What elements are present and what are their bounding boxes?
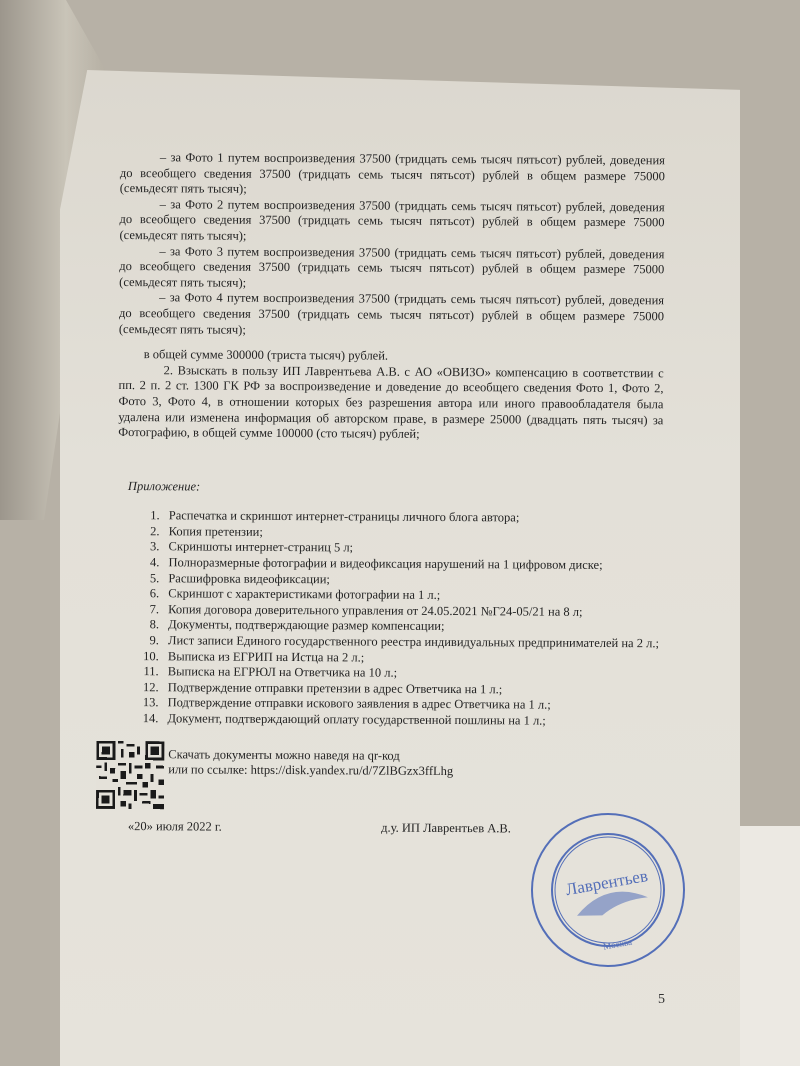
list-item: 5. Расшифровка видеофиксации; [162, 571, 662, 590]
list-item: 11. Выписка на ЕГРЮЛ на Ответчика на 10 л.; [162, 664, 662, 683]
page-number: 5 [658, 992, 665, 1007]
qr-code-icon[interactable] [96, 740, 164, 808]
stamp-name: Лаврентьев [564, 866, 650, 900]
list-item: 14. Документ, подтверждающий оплату государственной пошлины на 1 л.; [161, 711, 661, 730]
document-date: «20» июля 2022 г. [127, 818, 222, 834]
claim-photo-4: – за Фото 4 путем воспроизведения 37500 (тридцать семь тысяч пятьсот) рублей, доведения до всеобщего сведения 37500 (тридцать семь тысяч пятьсот) рублей в общем размере 75000 (семьдесят пять тысяч); [118, 290, 665, 337]
seal-stamp [515, 797, 700, 982]
claim-2: 2. Взыскать в пользу ИП Лаврентьева А.В. с АО «ОВИЗО» компенсацию в соответствии с пп. 2 п. 2 ст. 1300 ГК РФ за воспроизведение и доведение до всеобщего сведения Фото 1, Фото 2, Фото 3, Фото 4, в отношении которых без разрешения автора или иного правообладателя была удалена или изменена информация об авторском праве, в размере 25000 (двадцать пять тысяч) за Фотографию, в общей сумме 100000 (сто тысяч) рублей; [118, 362, 664, 441]
download-block [116, 741, 661, 812]
download-link[interactable]: или по ссылке: https://disk.yandex.ru/d/7ZlBGzx3ffLhg [168, 762, 454, 779]
claim-photo-3: – за Фото 3 путем воспроизведения 37500 (тридцать семь тысяч пятьсот) рублей, доведения до всеобщего сведения 37500 (тридцать семь тысяч пятьсот) рублей в общем размере 75000 (семьдесят пять тысяч); [119, 243, 665, 290]
document-content [116, 150, 665, 838]
total-sum: в общей сумме 300000 (триста тысяч) рублей. [143, 347, 389, 363]
appendix-title: Приложение: [127, 478, 201, 494]
list-item: 1. Распечатка и скриншот интернет-страницы личного блога автора; [163, 509, 663, 528]
list-item: 10. Выписка из ЕГРИП на Истца на 2 л.; [162, 649, 662, 668]
list-item: 12. Подтверждение отправки претензии в адрес Ответчика на 1 л.; [162, 680, 662, 699]
list-item: 3. Скриншоты интернет-страниц 5 л; [163, 540, 663, 559]
list-item: 6. Скриншот с характеристиками фотографии на 1 л.; [162, 587, 662, 606]
signatory: д.у. ИП Лаврентьев А.В. [381, 820, 511, 835]
list-item: 8. Документы, подтверждающие размер компенсации; [162, 618, 662, 637]
list-item: 2. Копия претензии; [163, 524, 663, 543]
list-item: 4. Полноразмерные фотографии и видеофиксация нарушений на 1 цифровом диске; [162, 555, 662, 574]
attachments-list [116, 508, 662, 730]
download-instructions: Скачать документы можно наведя на qr-код [168, 746, 400, 763]
claim-photo-2: – за Фото 2 путем воспроизведения 37500 (тридцать семь тысяч пятьсот) рублей, доведения до всеобщего сведения 37500 (тридцать семь тысяч пятьсот) рублей в общем размере 75000 (семьдесят пять тысяч); [119, 197, 665, 243]
list-item: 13. Подтверждение отправки искового заявления в адрес Ответчика на 1 л.; [162, 696, 662, 715]
claim-photo-1: – за Фото 1 путем воспроизведения 37500 (тридцать семь тысяч пятьсот) рублей, доведения до всеобщего сведения 37500 (тридцать семь тысяч пятьсот) рублей в общем размере 75000 (семьдесят пять тысяч); [119, 150, 665, 196]
stamp-city: Москва [602, 936, 633, 952]
list-item: 7. Копия договора доверительного управления от 24.05.2021 №Г24-05/21 на 8 л; [162, 602, 662, 621]
list-item: 9. Лист записи Единого государственного реестра индивидуальных предпринимателей на 2 л.; [162, 633, 662, 652]
